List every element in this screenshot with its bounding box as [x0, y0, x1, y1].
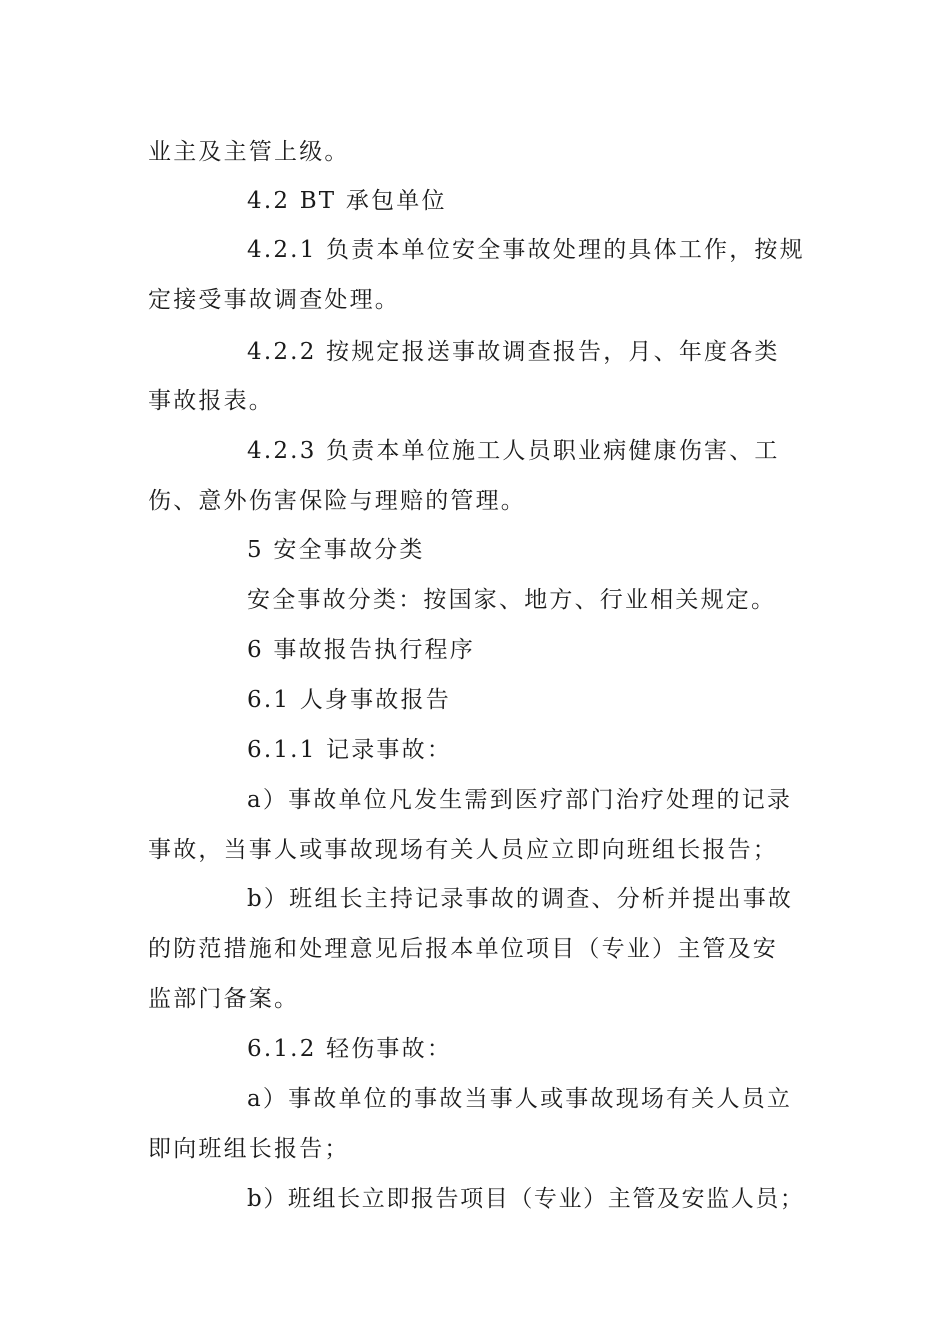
section-heading: 6 事故报告执行程序 — [247, 637, 475, 663]
text-line: 事故报表。 — [148, 388, 274, 414]
section-heading: 6.1.1 记录事故： — [247, 737, 453, 763]
text-line: 伤、意外伤害保险与理赔的管理。 — [148, 488, 526, 514]
text-line: 4.2.2 按规定报送事故调查报告，月、年度各类 — [247, 339, 780, 365]
text-line: a）事故单位凡发生需到医疗部门治疗处理的记录 — [247, 787, 793, 813]
text-line: 定接受事故调查处理。 — [148, 287, 400, 313]
text-line: 业主及主管上级。 — [148, 139, 350, 165]
text-line: b）班组长主持记录事故的调查、分析并提出事故 — [247, 886, 794, 912]
text-line: 的防范措施和处理意见后报本单位项目（专业）主管及安 — [148, 936, 778, 962]
text-line: a）事故单位的事故当事人或事故现场有关人员立 — [247, 1086, 793, 1112]
section-heading: 6.1.2 轻伤事故： — [247, 1036, 453, 1062]
text-line: 事故，当事人或事故现场有关人员应立即向班组长报告； — [148, 837, 778, 863]
section-heading: 5 安全事故分类 — [247, 537, 425, 563]
text-line: 即向班组长报告； — [148, 1136, 350, 1162]
section-heading: 6.1 人身事故报告 — [247, 687, 451, 713]
section-heading: 4.2 BT 承包单位 — [247, 188, 447, 214]
text-line: 4.2.1 负责本单位安全事故处理的具体工作，按规 — [247, 237, 805, 263]
text-line: 4.2.3 负责本单位施工人员职业病健康伤害、工 — [247, 438, 780, 464]
text-line: b）班组长立即报告项目（专业）主管及安监人员； — [247, 1186, 805, 1212]
text-line: 安全事故分类：按国家、地方、行业相关规定。 — [247, 587, 777, 613]
text-line: 监部门备案。 — [148, 986, 300, 1012]
